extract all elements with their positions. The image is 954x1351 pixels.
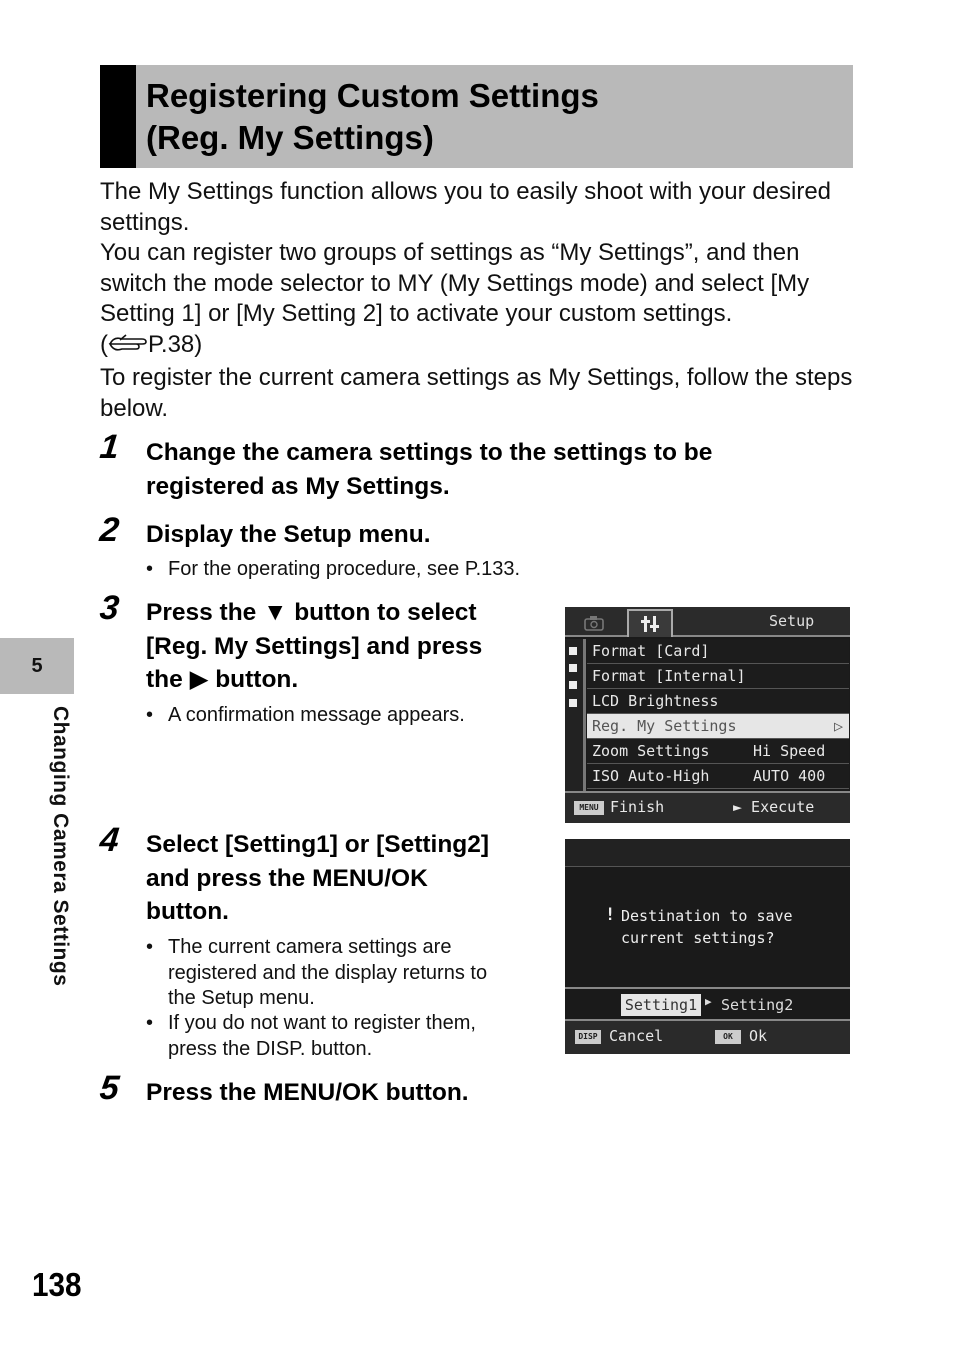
menu-item-value: Hi Speed (753, 742, 826, 760)
menu-item-iso-auto-high (587, 764, 849, 789)
step-3-line-3-post: button. (215, 666, 299, 693)
option-setting1: Setting1 (621, 994, 701, 1016)
menu-separator (583, 639, 586, 791)
intro-text (100, 177, 860, 424)
option-setting2: Setting2 (721, 996, 794, 1014)
exclamation-icon: ! (605, 905, 616, 925)
step-2-bullet: • For the operating procedure, see P.133. (146, 557, 520, 583)
menu-item-format-internal (587, 664, 849, 689)
title-line-2: (Reg. My Settings) (146, 119, 434, 156)
setup-menu-screenshot (565, 607, 850, 823)
chapter-number: 5 (31, 655, 43, 677)
ref-open: ( (100, 330, 108, 358)
confirmation-message (621, 905, 793, 949)
step-4-number: 4 (98, 821, 121, 859)
step-4-bullet-1-line-2: registered and the display returns to (168, 961, 488, 984)
step-1-line-2: registered as My Settings. (146, 472, 450, 500)
step-1-number: 1 (98, 428, 121, 466)
setup-tab-label: Setup (769, 612, 815, 630)
step-4-bullet-2-line-2: press the DISP. button. (168, 1037, 373, 1060)
step-4-bullet-2 (146, 1011, 476, 1062)
title-marker (100, 65, 136, 168)
submenu-arrow-icon: ▷ (833, 717, 843, 735)
step-2-title: Display the Setup menu. (146, 521, 431, 548)
step-5-number: 5 (98, 1069, 121, 1107)
ref-page: P.38) (148, 330, 203, 358)
right-triangle-icon: ▶ (189, 666, 209, 693)
message-line-2: current settings? (621, 929, 775, 947)
step-3-line-2: [Reg. My Settings] and press (146, 632, 483, 660)
step-4-bullet-1 (146, 935, 487, 1012)
step-1-line-1: Change the camera settings to the settings to be (146, 439, 713, 466)
step-5-title: Press the MENU/OK button. (146, 1079, 469, 1106)
pointing-hand-reference-icon (108, 333, 148, 364)
step-3-line-1-post: button to select (294, 599, 477, 626)
step-2-number: 2 (98, 511, 121, 549)
finish-label: Finish (610, 798, 665, 816)
cancel-label: Cancel (609, 1027, 664, 1045)
intro-paragraph-2 (100, 238, 860, 363)
menu-item-label: Format [Card] (592, 642, 710, 660)
step-3-title (146, 596, 482, 697)
step-4-bullet-2-line-1: • If you do not want to register them, (168, 1012, 476, 1034)
step-3-line-3-pre: the (146, 666, 183, 693)
camera-tab-icon (573, 612, 613, 634)
step-3-number: 3 (98, 589, 121, 627)
disp-button-badge: DISP (575, 1030, 601, 1044)
intro-paragraph-3: To register the current camera settings as My Settings, follow the steps below. (100, 364, 853, 422)
step-4-line-2: and press the MENU/OK (146, 864, 428, 892)
step-4-title (146, 828, 489, 929)
step-4-bullet-1-line-3: the Setup menu. (168, 987, 315, 1009)
chapter-tab (0, 638, 74, 694)
step-3-line-1 (146, 596, 482, 630)
confirmation-footer (565, 1021, 850, 1054)
ok-button-badge: OK (715, 1030, 741, 1044)
step-4-bullet-1-line-1: • The current camera settings are (168, 936, 452, 958)
menu-item-value: AUTO 400 (753, 767, 826, 785)
confirmation-screenshot (565, 839, 850, 1054)
step-3-line-3 (146, 663, 482, 697)
step-4-line-3: button. (146, 898, 229, 925)
title-line-1: Registering Custom Settings (146, 77, 599, 114)
intro-paragraph-2-text: You can register two groups of settings as “My Settings”, and then switch the mode selector to MY (My Settings mode) and select [My Setting 1] or [My Setting 2] to activate your custom settings. (100, 239, 810, 327)
down-triangle-icon: ▼ (263, 599, 288, 626)
page-title (146, 75, 599, 159)
page-number: 138 (32, 1266, 82, 1303)
setup-tab-icon (627, 609, 673, 637)
option-arrow-icon: ▶ (705, 995, 712, 1008)
destination-options (565, 987, 850, 1021)
setup-footer (565, 791, 850, 823)
step-3-bullet: • A confirmation message appears. (146, 703, 465, 729)
menu-item-label: LCD Brightness (592, 692, 719, 710)
menu-button-badge: MENU (574, 801, 604, 815)
menu-item-label: Reg. My Settings (592, 717, 737, 735)
scroll-indicator (565, 639, 583, 791)
step-1-title (146, 436, 712, 503)
menu-item-format-card (587, 639, 849, 664)
confirmation-top-bar (565, 839, 850, 867)
menu-item-label: ISO Auto-High (592, 767, 710, 785)
menu-item-label: Zoom Settings (592, 742, 710, 760)
section-title-bar (100, 65, 853, 168)
menu-item-zoom-settings (587, 739, 849, 764)
menu-item-lcd-brightness (587, 689, 849, 714)
step-3-line-1-pre: Press the (146, 599, 257, 626)
menu-item-label: Format [Internal] (592, 667, 746, 685)
chapter-label: Changing Camera Settings (49, 706, 72, 987)
setup-tab-bar (565, 607, 850, 637)
execute-label: ► Execute (733, 798, 815, 816)
intro-paragraph-1: The My Settings function allows you to easily shoot with your desired settings. (100, 178, 832, 236)
ok-label: Ok (749, 1027, 768, 1045)
step-4-line-1: Select [Setting1] or [Setting2] (146, 831, 490, 858)
message-line-1: Destination to save (621, 907, 793, 925)
menu-item-reg-my-settings (587, 714, 849, 739)
